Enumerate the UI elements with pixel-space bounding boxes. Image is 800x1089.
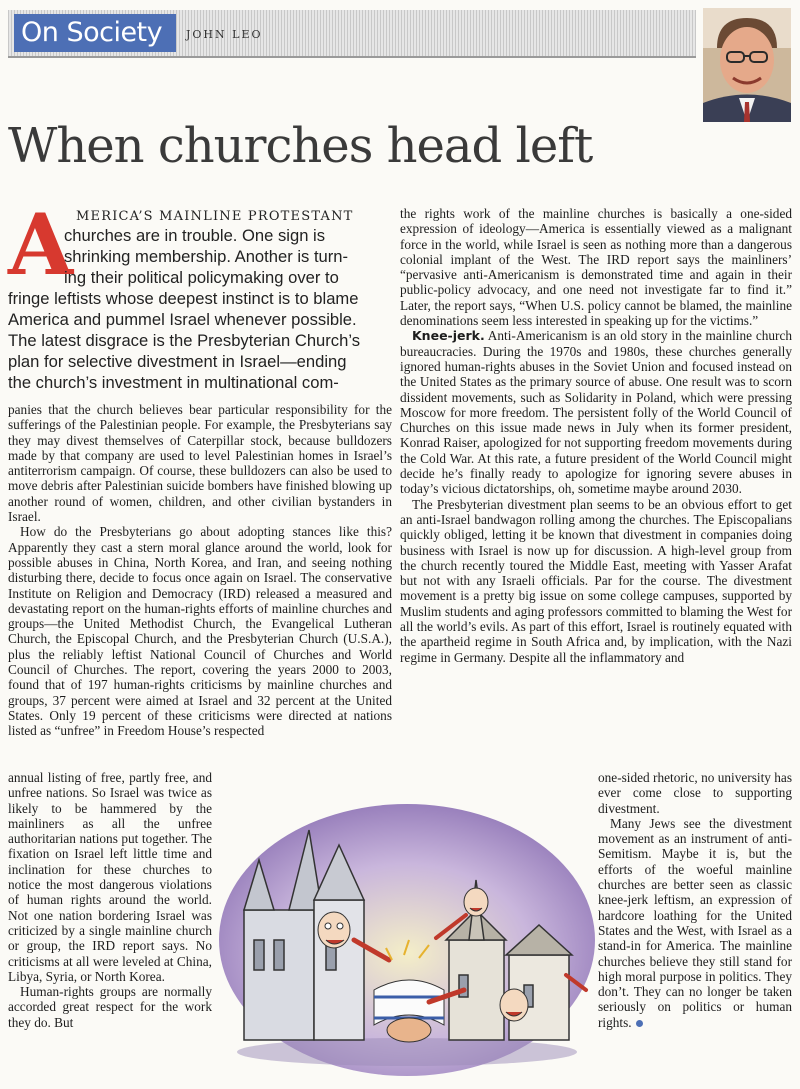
end-of-article-bullet <box>636 1020 643 1027</box>
subhead-run-in: Knee-jerk. <box>412 328 485 344</box>
author-byline: JOHN LEO <box>186 28 263 41</box>
lead-paragraph <box>8 195 382 402</box>
editorial-cartoon <box>214 790 600 1078</box>
body-paragraph: annual listing of free, partly free, and unfree nations. So Israel was twice as likely to be hammered by the mainliners as all the unfree authoritarian nations put together. The fixation on Israel left little time and inclination for these churches to notice the most dangerous violations of human rights around the world. Not one nation bordering Israel was criticized by a single mainline church or group, the IRD report says. No criticisms at all were leveled at China, Libya, Syria, or North Korea. <box>8 770 212 984</box>
body-paragraph: How do the Presbyterians go about adopting stances like this? Apparently they cast a stern moral glance around the world, look for possible abuses in China, North Korea, and Iran, and seeing nothing disturbing there, decide to focus once again on Israel. The conservative Institute on Religion and Democracy (IRD) released a measured and devastating report on the human-rights efforts of mainline churches and groups—the United Methodist Church, the Evangelical Lutheran Church, the Episcopal Church, and the Presbyterian Church (U.S.A.), plus the reliably leftist National Council of Churches and World Council of Churches. The report, covering the years 2000 to 2003, found that of 197 human-rights criticisms by mainline churches and groups, 37 percent were aimed at Israel and 32 percent at the United States. Only 19 percent of these criticisms were directed at nations listed as “unfree” in Freedom House’s respected <box>8 524 392 739</box>
body-paragraph: Knee-jerk. Anti-Americanism is an old story in the mainline church bureaucracies. During the 1970s and 1980s, these churches generally ignored human-rights abuses in the Soviet Union and focused instead on the United States as the primary source of abuse. One result was to scorn dissident movements, such as Solidarity in Poland, which were pressing Moscow for more freedom. The persistent folly of the World Council of Churches on this issue made news in July when its former president, Konrad Raiser, apologized for not supporting freedom movements during the Cold War. At this rate, a future president of the World Council might decide he’s finally ready to apologize for ignoring severe abuses in today’s vicious dictatorships, oh, sometime maybe around 2030. <box>400 328 792 497</box>
body-paragraph: Human-rights groups are normally accorded great respect for the work they do. But <box>8 984 212 1030</box>
body-paragraph: one-sided rhetoric, no university has ever come close to supporting divestment. <box>598 770 792 816</box>
lead-line: the church’s investment in multinational com- <box>8 373 339 392</box>
body-paragraph: The Presbyterian divestment plan seems to be an obvious effort to get an anti-Israel bandwagon rolling among the churches. The Episcopalians quickly obliged, letting it be known that divestment in companies doing business with Israel is now up for discussion. A high-level group from the church recently toured the Middle East, meeting with Yasser Arafat but not with any Israeli officials. Par for the course. The divestment movement is a pretty big issue on some college campuses, supported by Muslim students and aging professors committed to blaming the West for all the world’s evils. As part of this effort, Israel is routinely equated with the apartheid regime in South Africa and, by implication, with the Nazi regime in Germany. Despite all the inflammatory and <box>400 496 792 665</box>
lead-line: fringe leftists whose deepest instinct is to blame <box>8 289 359 308</box>
lead-line: churches are in trouble. One sign is <box>64 226 326 245</box>
lead-line: shrinking membership. Another is turn- <box>64 247 349 266</box>
section-label: On Society <box>14 14 176 52</box>
lead-line: plan for selective divestment in Israel—ending <box>8 352 347 371</box>
lead-line: ing their political policymaking over to <box>64 268 339 287</box>
headline: When churches head left <box>8 118 593 174</box>
lead-line: MERICA’S MAINLINE PROTESTANT <box>76 209 354 224</box>
right-column-body <box>400 206 792 665</box>
right-column-narrow <box>598 770 792 1030</box>
body-paragraph: panies that the church believes bear particular responsibility for the sufferings of the Palestinian people. For example, the Presbyterians say they may divest themselves of Caterpillar stock, because bulldozers made by that company are used to level Palestinian homes in Israel’s antiterrorism campaign. Of course, these bulldozers can also be used to move debris after Palestinian suicide bombers have finished blowing up another round of women, children, and other civilian bystanders in Israel. <box>8 402 392 525</box>
author-portrait <box>703 8 791 122</box>
lead-line: The latest disgrace is the Presbyterian Church’s <box>8 331 361 350</box>
body-paragraph: Many Jews see the divestment movement as an instrument of anti-Semitism. Maybe it is, but the efforts of the woeful mainline churches are better seen as classic knee-jerk leftism, an expression of hardcore loathing for the United States and the West, with Israel as a stand-in for America. The mainline churches believe they still stand for high moral purpose in politics. They don’t. They can no longer be taken seriously on politics or human rights. <box>598 815 792 1030</box>
lead-line: America and pummel Israel whenever possible. <box>8 310 357 329</box>
drop-cap: A <box>8 195 74 294</box>
body-paragraph: the rights work of the mainline churches is basically a one-sided expression of ideology—America is essentially viewed as a malignant force in the world, while Israel is seen as nothing more than a dangerous colonial implant of the West. The IRD report says the mainliners’ “pervasive anti-Americanism is demonstrated time and again in their public-policy advocacy, and one need not investigate far to find it.” Later, the report says, “When U.S. policy cannot be blamed, the mainline denominations seem less interested in speaking up for the victims.” <box>400 206 792 329</box>
header-rule <box>8 56 696 58</box>
left-column-body <box>8 402 392 739</box>
left-column-narrow <box>8 770 212 1030</box>
